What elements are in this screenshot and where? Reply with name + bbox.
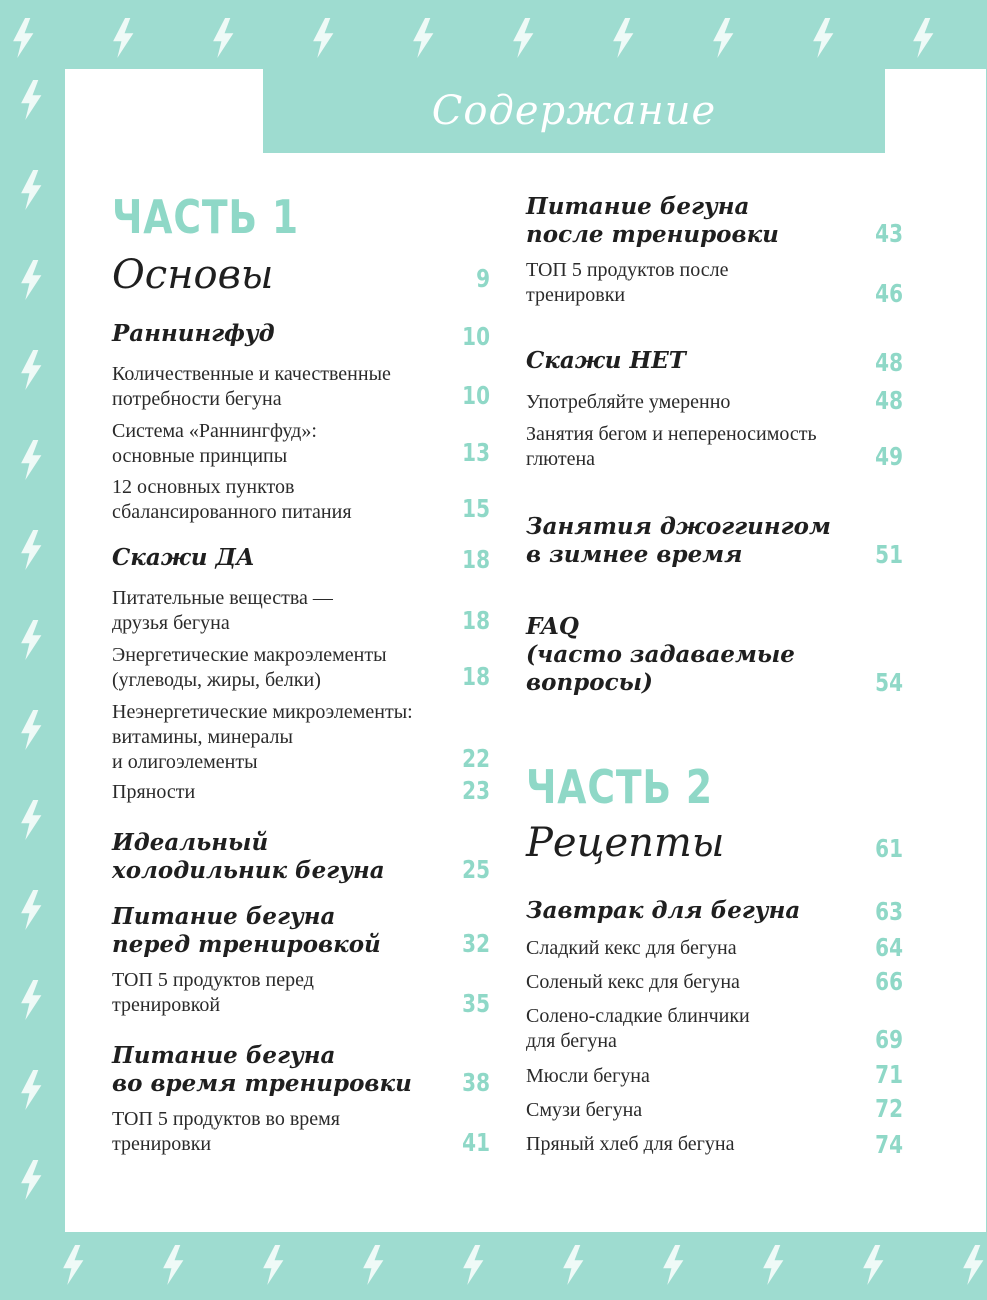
lightning-bolt-icon: [18, 530, 44, 570]
page-number: 48: [875, 348, 903, 377]
page-number: 41: [462, 1128, 490, 1157]
page-number: 69: [875, 1025, 903, 1054]
page-number: 71: [875, 1060, 903, 1089]
page-number: 22: [462, 744, 490, 773]
lightning-bolt-icon: [10, 18, 36, 58]
lightning-bolt-icon: [460, 1245, 486, 1285]
part-title: Рецепты: [526, 820, 725, 866]
lightning-bolt-icon: [18, 170, 44, 210]
toc-entry: Пряности: [112, 781, 196, 803]
lightning-bolt-icon: [710, 18, 736, 58]
toc-entry: Употребляйте умеренно: [526, 391, 731, 413]
lightning-bolt-icon: [18, 260, 44, 300]
recipe-entry: Соленый кекс для бегуна: [526, 971, 740, 993]
page-number: 49: [875, 442, 903, 471]
section-title: Питание бегуна во время тренировки: [112, 1042, 412, 1097]
section-title: Питание бегуна после тренировки: [526, 193, 779, 248]
page-number: 51: [875, 540, 903, 569]
lightning-bolt-icon: [910, 18, 936, 58]
lightning-bolt-icon: [310, 18, 336, 58]
section-title: Раннингфуд: [112, 320, 275, 347]
part-label: ЧАСТЬ 1: [112, 190, 299, 244]
page-number: 35: [462, 989, 490, 1018]
page-number: 10: [462, 322, 490, 351]
section-title: Питание бегуна перед тренировкой: [112, 903, 381, 958]
toc-entry: Система «Раннингфуд»: основные принципы: [112, 420, 317, 467]
page-number: 25: [462, 855, 490, 884]
toc-entry: Питательные вещества — друзья бегуна: [112, 587, 333, 634]
lightning-bolt-icon: [18, 710, 44, 750]
lightning-bolt-icon: [160, 1245, 186, 1285]
lightning-bolt-icon: [660, 1245, 686, 1285]
page-number: 43: [875, 219, 903, 248]
section-title: Завтрак для бегуна: [526, 897, 801, 924]
lightning-bolt-icon: [18, 980, 44, 1020]
page-number: 48: [875, 386, 903, 415]
page-number: 15: [462, 494, 490, 523]
recipe-entry: Смузи бегуна: [526, 1099, 643, 1121]
lightning-bolt-icon: [18, 800, 44, 840]
toc-entry: Занятия бегом и непереносимость глютена: [526, 423, 817, 470]
toc-entry: ТОП 5 продуктов после тренировки: [526, 259, 729, 306]
page-number: 46: [875, 279, 903, 308]
part-label: ЧАСТЬ 2: [526, 760, 713, 814]
page-number: 23: [462, 776, 490, 805]
recipe-entry: Сладкий кекс для бегуна: [526, 937, 737, 959]
recipe-entry: Солено-сладкие блинчики для бегуна: [526, 1005, 750, 1052]
lightning-bolt-icon: [360, 1245, 386, 1285]
section-title: Занятия джоггингом в зимнее время: [526, 513, 831, 568]
page-title: Содержание: [431, 88, 717, 134]
lightning-bolt-icon: [18, 350, 44, 390]
lightning-bolt-icon: [810, 18, 836, 58]
lightning-bolt-icon: [760, 1245, 786, 1285]
lightning-bolt-icon: [210, 18, 236, 58]
page-number: 10: [462, 381, 490, 410]
lightning-bolt-icon: [18, 620, 44, 660]
page-number: 18: [462, 545, 490, 574]
page-number: 64: [875, 933, 903, 962]
page-number: 63: [875, 897, 903, 926]
lightning-bolt-icon: [260, 1245, 286, 1285]
lightning-bolt-icon: [560, 1245, 586, 1285]
page-number: 32: [462, 929, 490, 958]
page-number: 74: [875, 1130, 903, 1159]
lightning-bolt-icon: [18, 1160, 44, 1200]
page-number: 54: [875, 668, 903, 697]
toc-entry: 12 основных пунктов сбалансированного питания: [112, 476, 352, 523]
toc-entry: Неэнергетические микроэлементы: витамины, минералы и олигоэлементы: [112, 701, 413, 773]
page-number: 13: [462, 438, 490, 467]
lightning-bolt-icon: [18, 440, 44, 480]
lightning-bolt-icon: [110, 18, 136, 58]
page-number: 72: [875, 1094, 903, 1123]
section-title: Идеальный холодильник бегуна: [112, 829, 385, 884]
toc-entry: ТОП 5 продуктов перед тренировкой: [112, 969, 314, 1016]
lightning-bolt-icon: [860, 1245, 886, 1285]
lightning-bolt-icon: [960, 1245, 986, 1285]
section-title: Скажи ДА: [112, 544, 255, 571]
section-title: FAQ (часто задаваемые вопросы): [526, 613, 795, 696]
lightning-bolt-icon: [18, 890, 44, 930]
page-number: 18: [462, 662, 490, 691]
recipe-entry: Мюсли бегуна: [526, 1065, 650, 1087]
lightning-bolt-icon: [510, 18, 536, 58]
page-number: 18: [462, 606, 490, 635]
page-number: 9: [476, 264, 490, 293]
toc-entry: Количественные и качественные потребности бегуна: [112, 363, 391, 410]
part-title: Основы: [112, 252, 274, 298]
lightning-bolt-icon: [18, 1070, 44, 1110]
page-number: 66: [875, 967, 903, 996]
lightning-bolt-icon: [410, 18, 436, 58]
section-title: Скажи НЕТ: [526, 347, 686, 374]
toc-entry: Энергетические макроэлементы (углеводы, жиры, белки): [112, 644, 387, 691]
page-number: 38: [462, 1068, 490, 1097]
toc-entry: ТОП 5 продуктов во время тренировки: [112, 1108, 340, 1155]
recipe-entry: Пряный хлеб для бегуна: [526, 1133, 735, 1155]
lightning-bolt-icon: [18, 80, 44, 120]
lightning-bolt-icon: [610, 18, 636, 58]
page-number: 61: [875, 834, 903, 863]
heading-banner: [263, 69, 885, 153]
lightning-bolt-icon: [60, 1245, 86, 1285]
